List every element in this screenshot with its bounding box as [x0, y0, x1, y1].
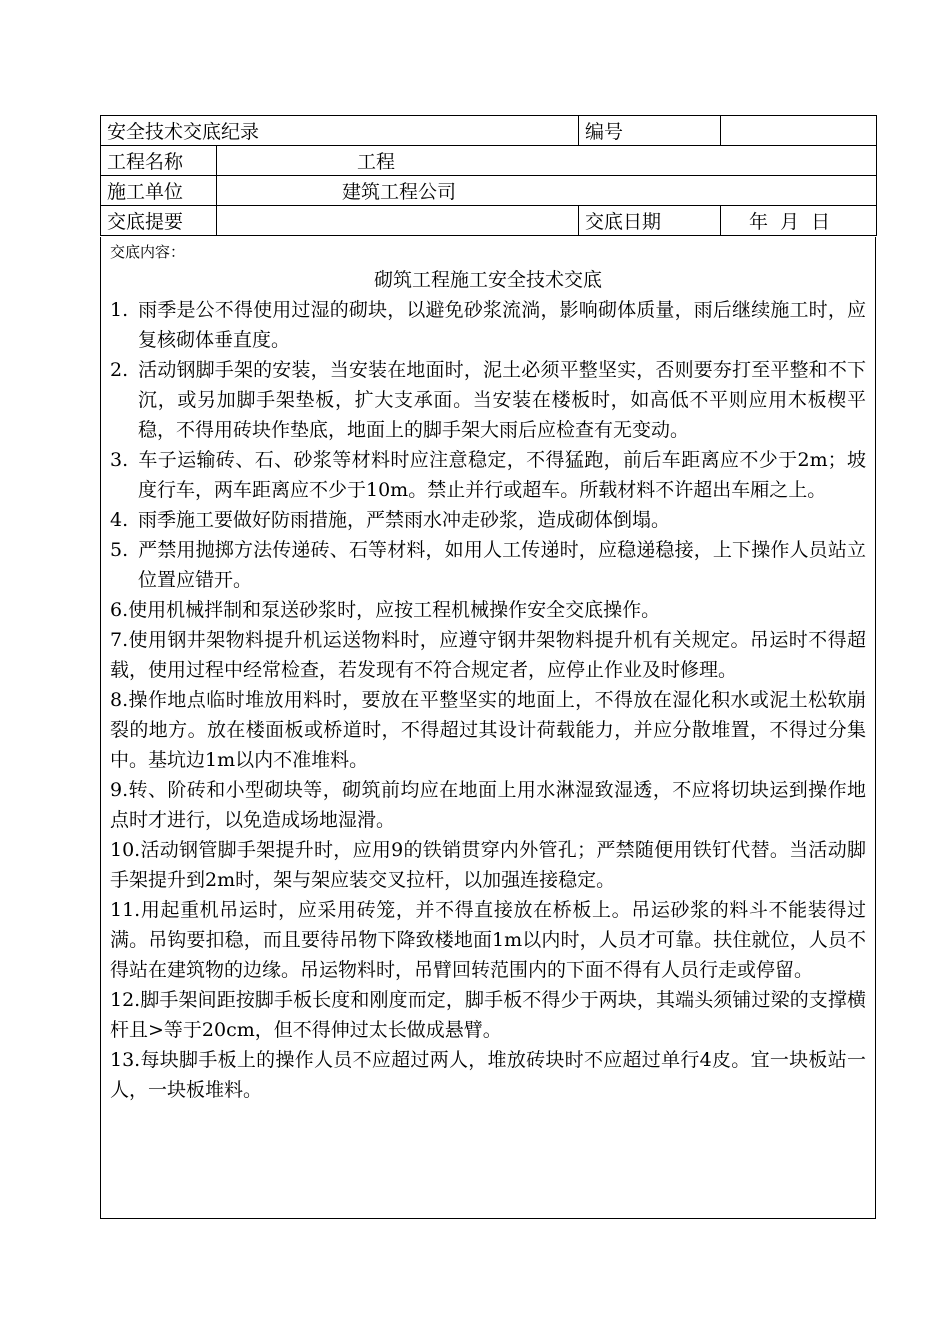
- item-text: 雨季是公不得使用过湿的砌块，以避免砂浆流淌，影响砌体质量，雨后继续施工时，应复核砌体垂直度。: [138, 299, 866, 351]
- construction-unit-value: 建筑工程公司: [217, 176, 877, 206]
- item-number: 2.: [110, 359, 129, 381]
- list-item: 8.操作地点临时堆放用料时，要放在平整坚实的地面上，不得放在湿化积水或泥土松软崩裂的地方。放在楼面板或桥道时，不得超过其设计荷载能力，并应分散堆置，不得过分集中。基坑边1m以内不准堆料。: [110, 689, 866, 771]
- number-value: [721, 116, 877, 146]
- summary-label: 交底提要: [101, 206, 217, 236]
- list-item: 13.每块脚手板上的操作人员不应超过两人，堆放砖块时不应超过单行4皮。宜一块板站一人，一块板堆料。: [110, 1049, 866, 1101]
- date-value: 年 月 日: [721, 206, 877, 236]
- summary-value: [217, 206, 579, 236]
- construction-unit-label: 施工单位: [101, 176, 217, 206]
- item-text: 车子运输砖、石、砂浆等材料时应注意稳定，不得猛跑，前后车距离应不少于2m；坡度行车，两车距离应不少于10m。禁止并行或超车。所载材料不许超出车厢之上。: [138, 449, 866, 501]
- list-item: 10.活动钢管脚手架提升时，应用9的铁销贯穿内外管孔；严禁随便用铁钉代替。当活动脚手架提升到2m时，架与架应装交叉拉杆，以加强连接稳定。: [110, 839, 866, 891]
- list-item: [110, 535, 866, 595]
- number-label: 编号: [579, 116, 721, 146]
- list-item: 9.转、阶砖和小型砌块等，砌筑前均应在地面上用水淋湿致湿透，不应将切块运到操作地点时才进行，以免造成场地湿滑。: [110, 779, 866, 831]
- disclosure-content: [100, 237, 876, 1219]
- row-construction-unit: [101, 176, 877, 206]
- item-number: 5.: [110, 539, 129, 561]
- project-name-value: 工程: [217, 146, 877, 176]
- list-item: 12.脚手架间距按脚手板长度和刚度而定，脚手板不得少于两块，其端头须铺过梁的支撑横杆且>等于20cm，但不得伸过太长做成悬臂。: [110, 989, 866, 1041]
- safety-items-list: [110, 295, 866, 1105]
- row-project-name: [101, 146, 877, 176]
- record-title: 安全技术交底纪录: [101, 116, 579, 146]
- item-number: 4.: [110, 509, 129, 531]
- item-number: 3.: [110, 449, 129, 471]
- item-text: 活动钢脚手架的安装，当安装在地面时，泥土必须平整坚实，否则要夯打至平整和不下沉，或另加脚手架垫板，扩大支承面。当安装在楼板时，如高低不平则应用木板楔平稳，不得用砖块作垫底，地面上的脚手架大雨后应检查有无变动。: [138, 359, 866, 441]
- project-name-label: 工程名称: [101, 146, 217, 176]
- list-item: [110, 295, 866, 355]
- row-record-title: [101, 116, 877, 146]
- item-text: 严禁用抛掷方法传递砖、石等材料，如用人工传递时，应稳递稳接，上下操作人员站立位置应错开。: [138, 539, 866, 591]
- record-header-table: [100, 115, 877, 236]
- list-item: [110, 355, 866, 445]
- content-label: 交底内容：: [110, 243, 186, 261]
- list-item: [110, 505, 866, 535]
- item-number: 1.: [110, 299, 129, 321]
- date-label: 交底日期: [579, 206, 721, 236]
- list-item: 6.使用机械拌制和泵送砂浆时，应按工程机械操作安全交底操作。: [110, 599, 661, 621]
- list-item: 11.用起重机吊运时，应采用砖笼，并不得直接放在桥板上。吊运砂浆的料斗不能装得过满。吊钩要扣稳，而且要待吊物下降致楼地面1m以内时，人员才可靠。扶住就位，人员不得站在建筑物的边缘。吊运物料时，吊臂回转范围内的下面不得有人员行走或停留。: [110, 899, 866, 981]
- row-summary: [101, 206, 877, 236]
- list-item: 7.使用钢井架物料提升机运送物料时，应遵守钢井架物料提升机有关规定。吊运时不得超载，使用过程中经常检查，若发现有不符合规定者，应停止作业及时修理。: [110, 629, 866, 681]
- item-text: 雨季施工要做好防雨措施，严禁雨水冲走砂浆，造成砌体倒塌。: [138, 509, 671, 531]
- list-item: [110, 445, 866, 505]
- document-title: 砌筑工程施工安全技术交底: [373, 269, 602, 291]
